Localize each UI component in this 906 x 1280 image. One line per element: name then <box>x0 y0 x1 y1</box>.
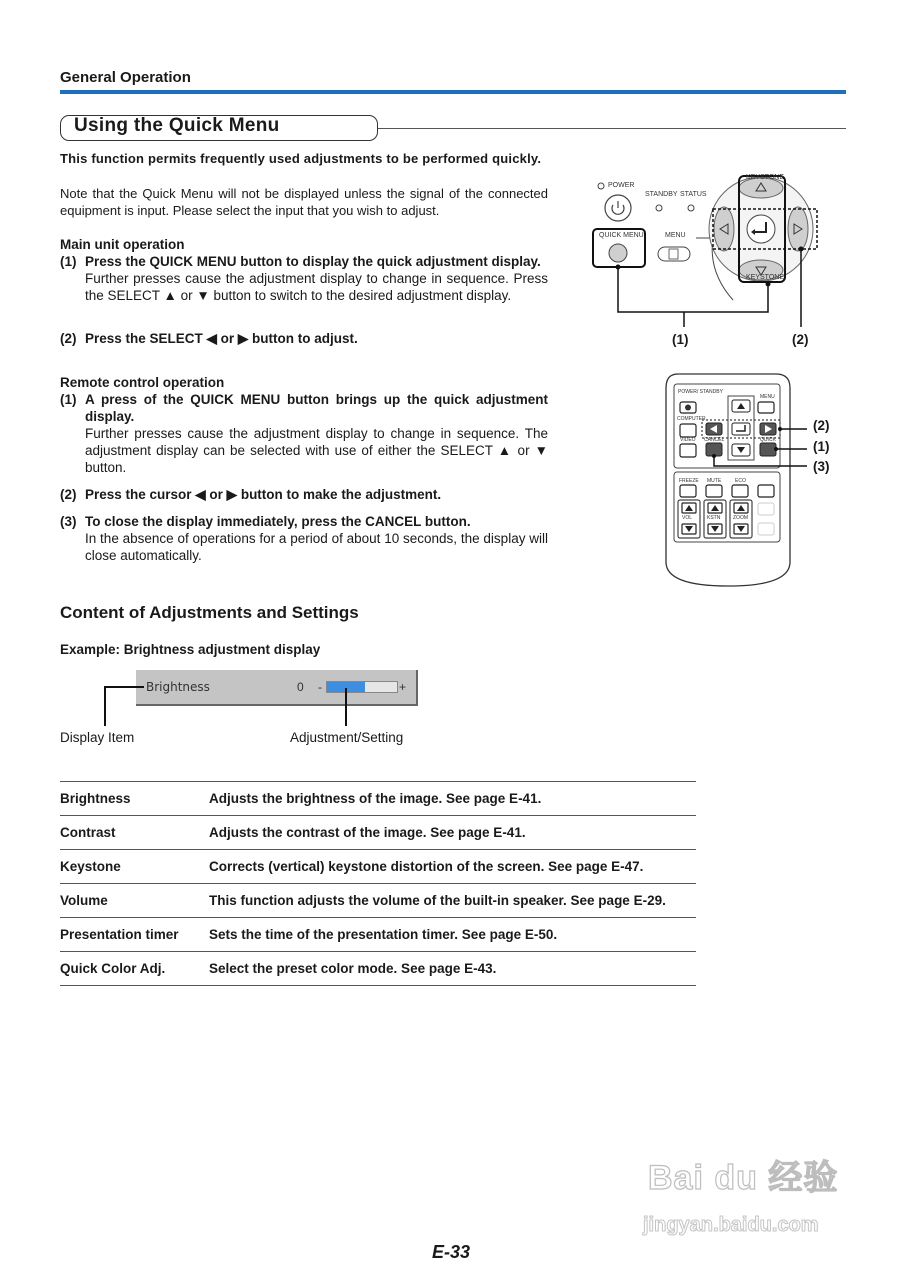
remote-kstn-label: KSTN <box>707 515 721 521</box>
main-step-1 <box>60 253 548 304</box>
osd-item-label: Brightness <box>146 680 210 694</box>
step-number: (3) <box>60 514 77 529</box>
remote-callout-3: (3) <box>813 459 830 474</box>
status-label: STATUS <box>680 191 707 198</box>
step-instruction: Press the SELECT ◀ or ▶ button to adjust. <box>85 331 358 346</box>
content-heading: Content of Adjustments and Settings <box>60 603 359 622</box>
power-label: POWER <box>608 182 635 189</box>
remote-heading: Remote control operation <box>60 375 225 390</box>
watermark-url: jingyan.baidu.com <box>643 1214 819 1236</box>
remote-callout-1: (1) <box>813 439 830 454</box>
callout-2: (2) <box>792 332 809 347</box>
remote-control-figure <box>664 372 844 588</box>
table-row <box>60 782 696 816</box>
remote-vol-label: VOL <box>682 515 693 521</box>
menu-label: MENU <box>665 232 686 239</box>
remote-step-2 <box>60 486 548 503</box>
display-item-leader-v <box>104 686 106 726</box>
item-name: Volume <box>60 893 108 908</box>
display-item-caption: Display Item <box>60 730 135 745</box>
osd-plus: + <box>399 680 407 694</box>
adjustment-leader <box>345 688 347 726</box>
main-unit-heading: Main unit operation <box>60 237 185 252</box>
step-note: In the absence of operations for a period of about 10 seconds, the display will close automatically. <box>85 531 548 563</box>
callout-1: (1) <box>672 332 689 347</box>
table-row <box>60 952 696 986</box>
remote-freeze-label: FREEZE <box>679 478 699 484</box>
adjustment-caption: Adjustment/Setting <box>290 730 404 745</box>
step-instruction: To close the display immediately, press the CANCEL button. <box>85 514 471 529</box>
remote-step-1 <box>60 391 548 476</box>
page-title: Using the Quick Menu <box>74 115 280 136</box>
table-row <box>60 816 696 850</box>
baidu-watermark: Bai du 经验 <box>648 1159 839 1197</box>
step-instruction: A press of the QUICK MENU button brings up the quick adjustment display. <box>85 392 548 424</box>
quick-menu-label: QUICK MENU <box>599 232 644 239</box>
remote-callout-2: (2) <box>813 418 830 433</box>
keystone-top-label: KEYSTONE <box>746 174 784 181</box>
table-row <box>60 918 696 952</box>
step-instruction: Press the QUICK MENU button to display the quick adjustment display. <box>85 254 541 269</box>
remote-cancel-label: CANCEL <box>704 437 725 443</box>
title-rule <box>378 128 846 129</box>
remote-step-3 <box>60 513 548 564</box>
display-item-leader-h <box>104 686 144 688</box>
step-number: (2) <box>60 331 77 346</box>
step-note: Further presses cause the adjustment display to change in sequence. The adjustment display can be selected with use of either the SELECT ▲ or ▼ button. <box>85 426 548 475</box>
step-number: (2) <box>60 487 77 502</box>
step-instruction: Press the cursor ◀ or ▶ button to make the adjustment. <box>85 487 442 502</box>
main-step-2 <box>60 330 548 347</box>
item-name: Brightness <box>60 791 131 806</box>
keystone-bottom-label: KEYSTONE <box>746 274 784 281</box>
remote-zoom-label: ZOOM <box>733 515 748 521</box>
item-name: Presentation timer <box>60 927 179 942</box>
page-number: E-33 <box>432 1242 471 1262</box>
projector-panel-figure <box>588 172 828 352</box>
section-header: General Operation <box>60 69 191 86</box>
item-description: Corrects (vertical) keystone distortion of the screen. See page E-47. <box>209 859 644 874</box>
remote-menu-label: MENU <box>760 394 775 400</box>
item-description: This function adjusts the volume of the built-in speaker. See page E-29. <box>209 893 666 908</box>
table-row <box>60 884 696 918</box>
adjustments-table <box>60 781 696 986</box>
step-note: Further presses cause the adjustment display to change in sequence. Press the SELECT ▲ or ▼ button to switch to the desired adjustment display. <box>85 271 548 303</box>
step-number: (1) <box>60 254 77 269</box>
projector-panel-illustration <box>588 172 828 352</box>
table-row <box>60 850 696 884</box>
example-heading: Example: Brightness adjustment display <box>60 642 321 657</box>
remote-video-label: VIDEO <box>680 437 696 443</box>
osd-value: 0 <box>297 680 304 694</box>
standby-label: STANDBY <box>645 191 678 198</box>
header-rule <box>60 90 846 94</box>
item-description: Adjusts the contrast of the image. See page E-41. <box>209 825 526 840</box>
item-description: Select the preset color mode. See page E-43. <box>209 961 497 976</box>
osd-minus: - <box>318 680 322 694</box>
remote-computer-label: COMPUTER <box>677 416 706 422</box>
remote-quick-label: QUICK <box>760 437 776 443</box>
intro-note: Note that the Quick Menu will not be displayed unless the signal of the connected equipment is input. Please select the input that you wish to adjust. <box>60 186 548 218</box>
remote-power-label: POWER/ STANDBY <box>678 389 723 395</box>
item-description: Adjusts the brightness of the image. See page E-41. <box>209 791 542 806</box>
intro-bold: This function permits frequently used adjustments to be performed quickly. <box>60 151 542 166</box>
item-description: Sets the time of the presentation timer. See page E-50. <box>209 927 558 942</box>
step-number: (1) <box>60 392 77 407</box>
remote-eco-label: ECO <box>735 478 746 484</box>
item-name: Contrast <box>60 825 116 840</box>
item-name: Quick Color Adj. <box>60 961 166 976</box>
item-name: Keystone <box>60 859 121 874</box>
remote-mute-label: MUTE <box>707 478 722 484</box>
